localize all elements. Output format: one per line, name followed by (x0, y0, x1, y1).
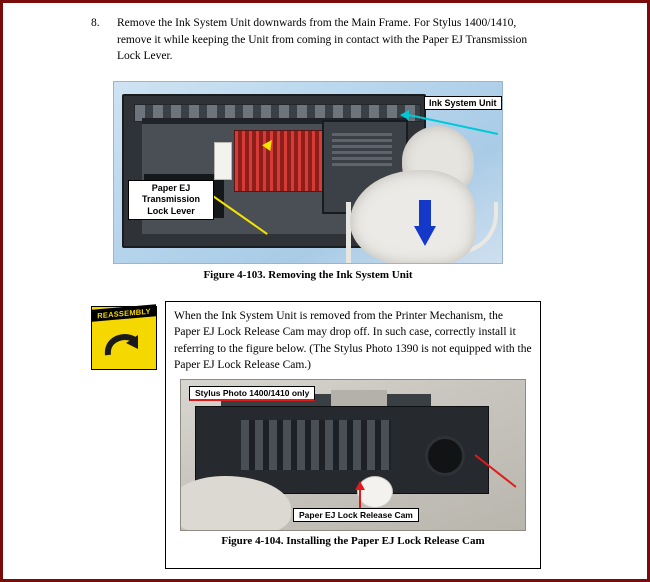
label-cam-note: Paper EJ Lock Release Cam (293, 508, 419, 522)
figure-4-103 (113, 81, 503, 281)
callout-ink-system-unit: Ink System Unit (424, 96, 502, 110)
reassembly-icon-label: REASSEMBLY (92, 304, 156, 322)
reassembly-icon (91, 306, 157, 370)
figure-4-103-caption: Figure 4-103. Removing the Ink System Unit (203, 269, 413, 281)
ink-grid-shape (234, 130, 326, 192)
figure-4-104-caption: Figure 4-104. Installing the Paper EJ Lock Release Cam (221, 535, 485, 548)
cyan-arrow-icon (400, 110, 409, 120)
stick-shape (346, 202, 351, 264)
label-model-note: Stylus Photo 1400/1410 only (189, 386, 315, 401)
blue-down-arrow-icon (414, 200, 436, 246)
curved-arrow-icon (104, 331, 140, 357)
step-number: 8. (91, 17, 100, 29)
red-arrow-icon (359, 490, 361, 510)
reassembly-body (165, 301, 541, 569)
callout-paper-ej-lever: Paper EJ Transmission Lock Lever (128, 180, 214, 220)
step-paragraph (91, 15, 541, 65)
lock-lever-shape (214, 142, 232, 180)
figure-4-104-photo (180, 379, 526, 531)
figure-4-103-photo (113, 81, 503, 264)
reassembly-note (91, 301, 541, 569)
step-text: Remove the Ink System Unit downwards from the Main Frame. For Stylus 1400/1410, remove it while keeping the Unit from coming in contact with the Paper EJ Transmission Lock Lever. (117, 17, 528, 63)
reassembly-text: When the Ink System Unit is removed from the Printer Mechanism, the Paper EJ Lock Release Cam may drop off. In such case, correctly install it referring to the figure below. (The Stylus Photo 1390 is not equipped with the Paper EJ Lock Release Cam.) (174, 310, 532, 371)
mech-slot-shape (241, 420, 391, 470)
